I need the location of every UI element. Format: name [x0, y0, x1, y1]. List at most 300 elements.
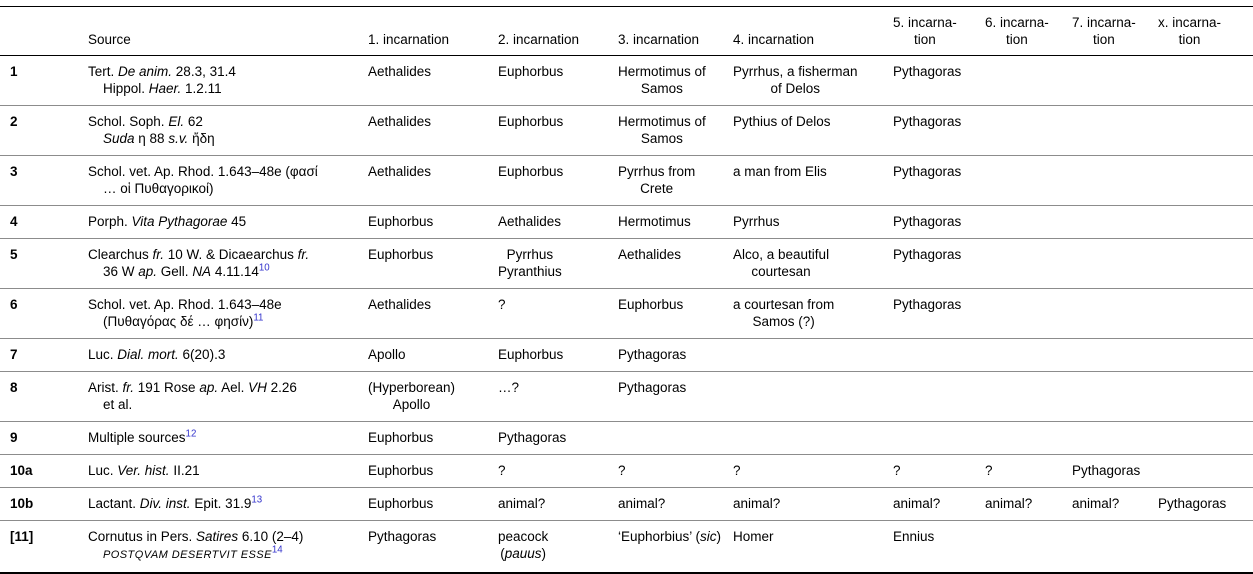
header-row [0, 7, 1253, 56]
text-segment: Euphorbus [498, 164, 564, 179]
incarnation-value [498, 346, 563, 363]
text-line [893, 163, 961, 180]
text-segment: ‘Euphorbius’ ( [618, 529, 701, 544]
text-segment: Apollo [392, 397, 431, 412]
text-segment: Schol. vet. Ap. Rhod. 1.643–48e (φασί [88, 164, 318, 179]
footnote-ref[interactable]: 10 [258, 262, 270, 274]
table-row [0, 239, 1253, 289]
text-segment: Euphorbus [368, 430, 434, 445]
incarnation-cell [368, 372, 498, 422]
incarnation-cell [893, 239, 985, 289]
text-line [893, 462, 901, 479]
incarnation-cell [1072, 239, 1158, 289]
source-cell [88, 289, 368, 339]
incarnation-cell [498, 56, 618, 106]
text-line [88, 346, 362, 363]
text-segment: Pythagoras [368, 529, 437, 544]
text-line [733, 213, 780, 230]
text-segment: ? [733, 463, 741, 478]
incarnation-value [368, 213, 433, 230]
text-line [368, 528, 436, 545]
incarnation-value [733, 163, 827, 180]
text-line [985, 495, 1032, 512]
text-segment: Epit. 31.9 [190, 496, 252, 511]
text-line [893, 246, 961, 263]
text-segment: Aethalides [368, 114, 432, 129]
text-segment: Hermotimus [618, 214, 691, 229]
text-line [368, 163, 431, 180]
text-segment: animal? [733, 496, 781, 511]
table-row [0, 206, 1253, 239]
incarnation-cell [368, 206, 498, 239]
text-line [618, 113, 706, 130]
table-row [0, 56, 1253, 106]
incarnation-cell [985, 56, 1072, 106]
text-line [893, 296, 961, 313]
text-line [733, 296, 834, 313]
text-line [618, 80, 706, 97]
incarnation-cell [368, 455, 498, 488]
text-line [985, 462, 993, 479]
incarnation-value [618, 296, 683, 313]
source-cell [88, 106, 368, 156]
incarnation-value [368, 246, 433, 263]
text-segment: Pyrrhus [506, 247, 554, 262]
text-segment: sic [700, 529, 717, 544]
text-line [498, 246, 562, 263]
column-header-7 [985, 7, 1072, 56]
incarnation-value [893, 296, 961, 313]
text-segment: Hermotimus of [618, 114, 706, 129]
text-segment: Pythagoras [893, 114, 962, 129]
incarnation-cell [1072, 289, 1158, 339]
incarnation-value [618, 246, 681, 263]
incarnation-value [733, 213, 780, 230]
incarnation-cell [893, 56, 985, 106]
incarnation-cell [733, 488, 893, 521]
incarnation-cell [498, 422, 618, 455]
text-line [368, 495, 433, 512]
text-segment: VH [248, 380, 267, 395]
text-line [498, 113, 563, 130]
incarnation-value [368, 528, 436, 545]
footnote-ref[interactable]: 13 [251, 494, 263, 506]
incarnation-value [618, 163, 695, 197]
text-segment: Pythagoras [498, 430, 567, 445]
row-number: 5 [0, 239, 88, 289]
incarnation-value [368, 63, 431, 80]
text-line [733, 495, 780, 512]
text-segment: Pyranthius [498, 264, 562, 279]
text-segment: ap. [199, 380, 219, 395]
incarnation-cell [985, 339, 1072, 372]
incarnation-cell [1158, 422, 1253, 455]
text-line [733, 528, 774, 545]
text-line [498, 462, 506, 479]
text-line [368, 346, 406, 363]
table-row [0, 422, 1253, 455]
text-segment: Haer. [148, 81, 182, 96]
table-row [0, 156, 1253, 206]
text-segment: fr. [122, 380, 135, 395]
text-line [498, 263, 562, 280]
source-cell [88, 239, 368, 289]
incarnation-value [733, 495, 780, 512]
incarnation-cell [893, 488, 985, 521]
incarnation-cell [618, 521, 733, 574]
text-segment: Euphorbus [368, 247, 434, 262]
text-segment: (Πυθαγόρας δέ … φησίν) [103, 314, 254, 329]
text-line [498, 213, 561, 230]
incarnation-cell [733, 521, 893, 574]
incarnation-cell [618, 56, 733, 106]
text-segment: ap. [138, 264, 158, 279]
incarnation-value [368, 495, 433, 512]
table-row [0, 339, 1253, 372]
text-segment: (Hyperborean) [368, 380, 456, 395]
column-header-5 [733, 7, 893, 56]
footnote-ref[interactable]: 12 [185, 428, 197, 440]
incarnation-cell [893, 339, 985, 372]
text-segment: Aethalides [368, 297, 432, 312]
source-cell [88, 339, 368, 372]
incarnation-cell [733, 289, 893, 339]
text-line [1072, 462, 1140, 479]
incarnation-value [498, 379, 519, 396]
text-segment: Apollo [368, 347, 406, 362]
incarnation-cell [733, 156, 893, 206]
text-segment: Ver. hist. [117, 463, 170, 478]
incarnation-cell [985, 488, 1072, 521]
text-segment: …? [498, 380, 520, 395]
text-segment: Samos [640, 81, 683, 96]
incarnation-value [498, 113, 563, 130]
text-segment: Samos (?) [752, 314, 815, 329]
text-segment: Pythagoras [1158, 496, 1227, 511]
incarnation-cell [368, 106, 498, 156]
footnote-ref[interactable]: 14 [271, 544, 283, 556]
text-segment: Pythagoras [618, 347, 687, 362]
text-line [368, 379, 455, 396]
incarnation-cell [368, 56, 498, 106]
incarnation-cell [733, 206, 893, 239]
text-segment: ? [893, 463, 901, 478]
text-segment: Euphorbus [498, 64, 564, 79]
incarnation-cell [618, 488, 733, 521]
text-segment: Aethalides [368, 64, 432, 79]
text-line [88, 130, 362, 147]
text-line [618, 528, 721, 545]
text-line [618, 379, 686, 396]
text-line [733, 163, 827, 180]
text-line [498, 163, 563, 180]
table-row [0, 106, 1253, 156]
table-row [0, 455, 1253, 488]
text-segment: ἤδη [188, 131, 215, 146]
text-segment: animal? [618, 496, 666, 511]
text-line [618, 180, 695, 197]
incarnation-value [618, 346, 686, 363]
incarnation-value [618, 379, 686, 396]
table-row [0, 521, 1253, 574]
incarnation-cell [1072, 339, 1158, 372]
incarnation-cell [893, 106, 985, 156]
text-segment: Tert. [88, 64, 119, 79]
incarnation-cell [1158, 289, 1253, 339]
text-segment: fr. [152, 247, 165, 262]
text-line [733, 80, 858, 97]
text-line [733, 263, 829, 280]
source-cell [88, 521, 368, 574]
incarnation-cell [733, 372, 893, 422]
incarnation-cell [985, 521, 1072, 574]
incarnation-cell [1072, 488, 1158, 521]
text-line [893, 495, 940, 512]
text-segment: Hermotimus of [618, 64, 706, 79]
incarnation-cell [985, 156, 1072, 206]
text-line [88, 246, 362, 263]
text-line [88, 379, 362, 396]
incarnation-cell [1072, 422, 1158, 455]
incarnation-cell [618, 239, 733, 289]
row-number: [11] [0, 521, 88, 574]
incarnation-cell [1072, 106, 1158, 156]
incarnation-cell [733, 56, 893, 106]
incarnation-value [893, 246, 961, 263]
incarnation-cell [985, 422, 1072, 455]
text-segment: Pythagoras [893, 247, 962, 262]
incarnation-value [893, 213, 961, 230]
column-header-4 [618, 7, 733, 56]
incarnation-value [368, 379, 455, 413]
incarnation-cell [618, 289, 733, 339]
row-number: 8 [0, 372, 88, 422]
incarnation-value [893, 163, 961, 180]
incarnation-cell [985, 289, 1072, 339]
text-segment: fr. [297, 247, 310, 262]
text-segment: Ennius [893, 529, 935, 544]
text-line [88, 462, 362, 479]
text-line [498, 528, 548, 545]
column-header-label: 1. incarnation [368, 32, 450, 47]
text-line [88, 213, 362, 230]
incarnation-cell [1072, 455, 1158, 488]
text-segment: ? [498, 297, 506, 312]
text-line [498, 346, 563, 363]
incarnation-value [618, 213, 691, 230]
incarnations-table [0, 6, 1253, 574]
incarnation-cell [1158, 156, 1253, 206]
incarnation-cell [1158, 106, 1253, 156]
text-line [88, 296, 362, 313]
incarnation-cell [368, 422, 498, 455]
incarnation-cell [733, 422, 893, 455]
text-line [88, 429, 362, 446]
text-line [88, 396, 362, 413]
text-line [618, 63, 706, 80]
incarnation-cell [498, 156, 618, 206]
source-cell [88, 372, 368, 422]
incarnation-cell [368, 339, 498, 372]
text-line [618, 163, 695, 180]
text-segment: 2.26 [266, 380, 297, 395]
row-number: 9 [0, 422, 88, 455]
incarnation-cell [893, 455, 985, 488]
column-header-label: 2. incarnation [498, 32, 580, 47]
incarnation-cell [498, 339, 618, 372]
text-segment: Schol. Soph. [88, 114, 169, 129]
text-segment: 62 [184, 114, 203, 129]
text-segment: a courtesan from [733, 297, 835, 312]
incarnation-cell [985, 372, 1072, 422]
incarnation-cell [368, 239, 498, 289]
text-segment: ( [500, 546, 505, 561]
incarnation-cell [498, 239, 618, 289]
incarnation-value [618, 495, 665, 512]
incarnation-cell [893, 422, 985, 455]
text-line [88, 63, 362, 80]
text-line [1072, 495, 1119, 512]
text-segment: ) [541, 546, 547, 561]
text-line [88, 80, 362, 97]
table-header [0, 7, 1253, 56]
footnote-ref[interactable]: 11 [253, 312, 264, 324]
text-segment: Div. inst. [139, 496, 191, 511]
column-header-2 [368, 7, 498, 56]
incarnation-cell [498, 289, 618, 339]
incarnation-value [368, 113, 431, 130]
column-header-label: 6. incarna- tion [985, 15, 1049, 47]
text-line [88, 495, 362, 512]
incarnation-cell [1072, 521, 1158, 574]
text-line [88, 163, 362, 180]
text-line [618, 213, 691, 230]
text-line [88, 113, 362, 130]
text-segment: Arist. [88, 380, 123, 395]
text-segment: Euphorbus [368, 463, 434, 478]
incarnation-value [893, 63, 961, 80]
row-number: 3 [0, 156, 88, 206]
incarnation-cell [985, 206, 1072, 239]
source-cell [88, 422, 368, 455]
source-cell [88, 56, 368, 106]
text-line [893, 63, 961, 80]
incarnation-value [498, 462, 506, 479]
incarnation-cell [498, 206, 618, 239]
table-body [0, 56, 1253, 574]
source-cell [88, 488, 368, 521]
text-line [733, 113, 831, 130]
incarnation-value [893, 528, 934, 545]
incarnation-cell [733, 339, 893, 372]
text-segment: animal? [985, 496, 1033, 511]
text-segment: 6.10 (2–4) [238, 529, 304, 544]
text-segment: 1.2.11 [181, 81, 222, 96]
incarnation-cell [368, 289, 498, 339]
row-number: 4 [0, 206, 88, 239]
table-row [0, 372, 1253, 422]
text-line [368, 113, 431, 130]
text-line [498, 296, 506, 313]
row-number: 10b [0, 488, 88, 521]
incarnation-cell [618, 455, 733, 488]
row-number: 10a [0, 455, 88, 488]
incarnation-value [733, 462, 741, 479]
text-line [618, 462, 626, 479]
text-segment: Luc. [88, 347, 118, 362]
text-line [893, 213, 961, 230]
incarnation-cell [1158, 521, 1253, 574]
text-line [733, 246, 829, 263]
text-segment: s.v. [168, 131, 189, 146]
source-cell [88, 455, 368, 488]
text-line [368, 429, 433, 446]
row-number: 6 [0, 289, 88, 339]
incarnation-value [618, 528, 721, 545]
text-segment: Euphorbus [368, 214, 434, 229]
text-segment: 28.3, 31.4 [172, 64, 236, 79]
text-line [498, 429, 566, 446]
text-line [618, 346, 686, 363]
incarnation-value [368, 163, 431, 180]
incarnation-cell [1158, 239, 1253, 289]
text-line [498, 495, 545, 512]
table-row [0, 488, 1253, 521]
text-segment: Cornutus in Pers. [88, 529, 197, 544]
incarnation-value [733, 63, 858, 97]
text-segment: ? [985, 463, 993, 478]
incarnation-cell [498, 488, 618, 521]
text-line [368, 296, 431, 313]
text-segment: Aethalides [498, 214, 562, 229]
incarnation-value [498, 213, 561, 230]
text-segment: 36 W [103, 264, 139, 279]
incarnation-cell [733, 455, 893, 488]
incarnation-cell [733, 106, 893, 156]
text-line [88, 545, 362, 564]
incarnation-cell [618, 372, 733, 422]
incarnation-cell [618, 156, 733, 206]
text-segment: Schol. vet. Ap. Rhod. 1.643–48e [88, 297, 282, 312]
text-segment: Multiple sources [88, 430, 186, 445]
text-segment: Aethalides [618, 247, 682, 262]
text-line [498, 379, 519, 396]
incarnation-value [893, 462, 901, 479]
incarnation-cell [893, 521, 985, 574]
text-line [88, 528, 362, 545]
text-segment: Pythagoras [893, 64, 962, 79]
text-segment: 10 W. & Dicaearchus [164, 247, 298, 262]
table-row [0, 289, 1253, 339]
text-segment: … οἱ Πυθαγορικοί) [103, 181, 214, 196]
incarnation-cell [1158, 488, 1253, 521]
source-cell [88, 206, 368, 239]
column-header-label: x. incarna- tion [1158, 15, 1222, 47]
column-header-label: 4. incarnation [733, 32, 815, 47]
incarnation-value [368, 462, 433, 479]
incarnation-cell [368, 488, 498, 521]
text-segment: Pythagoras [1072, 463, 1141, 478]
text-line [368, 246, 433, 263]
incarnation-value [985, 462, 993, 479]
incarnation-cell [893, 156, 985, 206]
text-segment: Aethalides [368, 164, 432, 179]
text-line [368, 396, 455, 413]
text-segment: of Delos [770, 81, 821, 96]
incarnation-value [498, 246, 562, 280]
text-segment: Pythius of Delos [733, 114, 831, 129]
incarnation-cell [733, 239, 893, 289]
